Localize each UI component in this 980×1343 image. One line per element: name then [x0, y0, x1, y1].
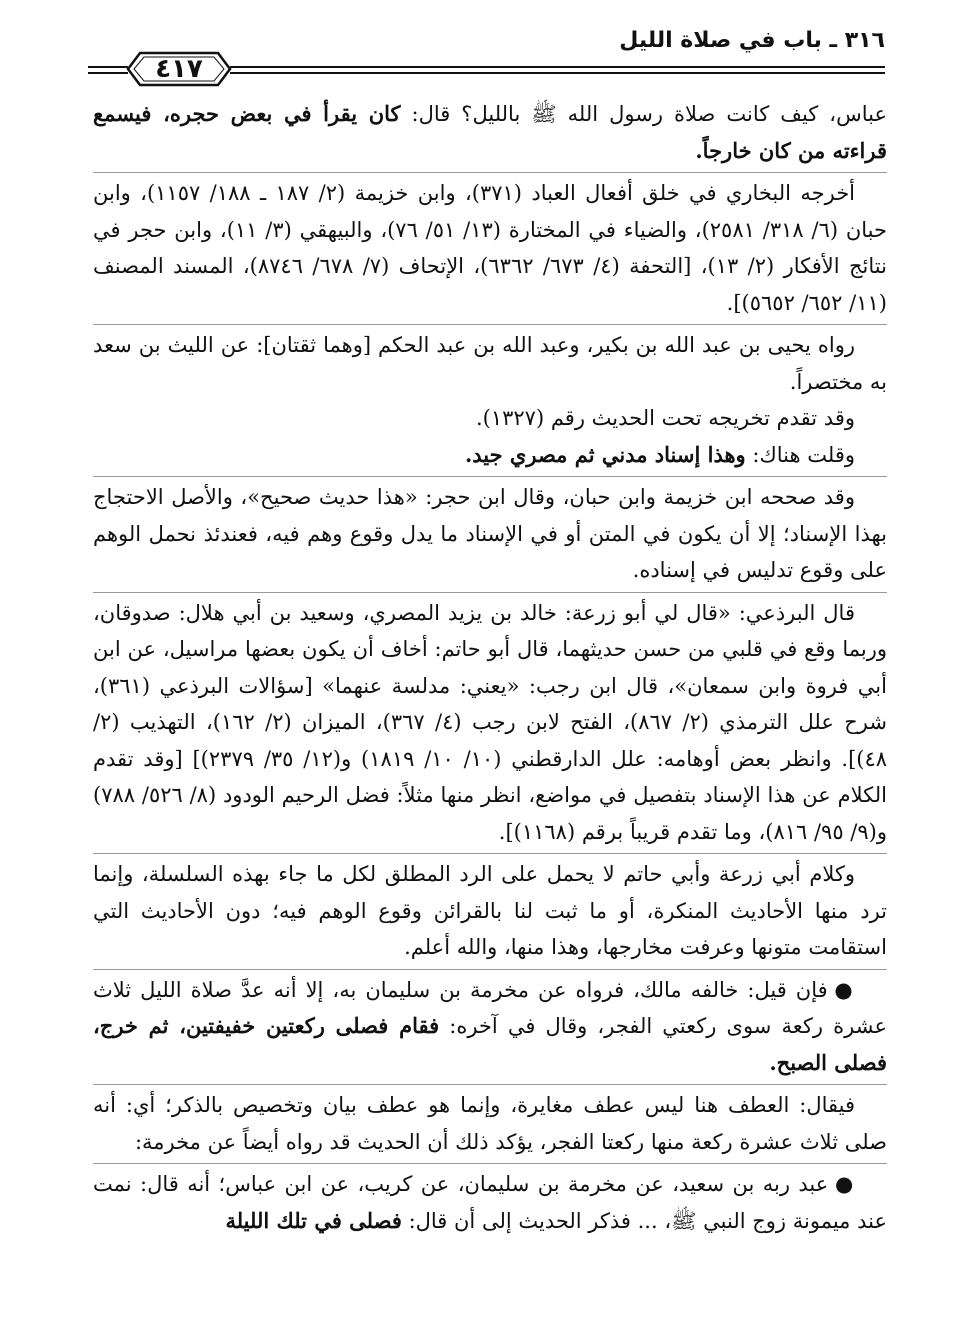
hadith-text-bold: فقام فصلى ركعتين خفيفتين، ثم خرج، فصلى الصبح. [93, 1013, 887, 1075]
bullet-icon: ● [834, 977, 856, 1002]
page-number: ٤١٧ [155, 54, 203, 84]
divider [93, 172, 887, 173]
paragraph: قال البرذعي: «قال لي أبو زرعة: خالد بن يزيد المصري، وسعيد بن أبي هلال: صدوقان، وربما وقع في قلبي من حسن حديثهما، قال أبو حاتم: أخاف أن يكون بعضها مراسيل، عن ابن أبي فروة وابن سمعان»، قال ابن رجب: «يعني: مدلسة عنهما» [سؤالات البرذعي (٣٦١)، شرح علل الترمذي (٢/ ٨٦٧)، الفتح لابن رجب (٤/ ٣٦٧)، الميزان (٢/ ١٦٢)، التهذيب (٢/ ٤٨)]. وانظر بعض أوهامه: علل الدارقطني (١٠/ ١٠/ ١٨١٩) و(١٢/ ٣٥/ ٢٣٧٩)] [وقد تقدم الكلام عن هذا الإسناد بتفصيل في مواضع، انظر منها مثلاً: فضل الرحيم الودود (٨/ ٥٢٦/ ٧٨٨) و(٩/ ٩٥/ ٨١٦)، وما تقدم قريباً برقم (١١٦٨)]. [93, 600, 887, 844]
hadith-text-bold: كان يقرأ في بعض حجره، فيسمع قراءته من كان خارجاً. [93, 101, 887, 163]
header-rule [230, 72, 885, 74]
bullet-icon: ● [834, 1172, 855, 1196]
page-body [93, 96, 887, 1331]
paragraph [93, 96, 887, 169]
divider [93, 1084, 887, 1085]
divider [93, 853, 887, 854]
divider [93, 476, 887, 477]
divider [93, 1163, 887, 1164]
divider [93, 969, 887, 970]
header-rule [230, 66, 885, 68]
paragraph: فيقال: العطف هنا ليس عطف مغايرة، وإنما هو عطف بيان وتخصيص بالذكر؛ أي: أنه صلى ثلاث عشرة ركعة منها ركعتا الفجر، يؤكد ذلك أن الحديث قد رواه أيضاً عن مخرمة: [93, 1093, 887, 1154]
paragraph: وقد صححه ابن خزيمة وابن حبان، وقال ابن حجر: «هذا حديث صحيح»، والأصل الاحتجاج بهذا الإسناد؛ إلا أن يكون في المتن أو في الإسناد ما يدل وقوع وهم فيه، فعندئذ نحمل الوهم على وقوع تدليس في إسناده. [93, 485, 887, 582]
paragraph-text: عبد ربه بن سعيد، عن مخرمة بن سليمان، عن كريب، عن ابن عباس؛ أنه قال: نمت عند ميمونة زوج النبي ﷺ، ... فذكر الحديث إلى أن قال: [93, 1172, 887, 1233]
hadith-text-bold: وهذا إسناد مدني ثم مصري جيد. [464, 441, 746, 467]
paragraph: أخرجه البخاري في خلق أفعال العباد (٣٧١)، وابن خزيمة (٢/ ١٨٧ ـ ١٨٨/ ١١٥٧)، وابن حبان (٦/ ٣١٨/ ٢٥٨١)، والضياء في المختارة (١٣/ ٥١/ ٧٦)، والبيهقي (٣/ ١١)، وابن حجر في نتائج الأفكار (٢/ ١٣)، [التحفة (٤/ ٦٧٣/ ٦٣٦٢)، الإتحاف (٧/ ٦٧٨/ ٨٧٤٦)، المسند المصنف (١١/ ٦٥٢/ ٥٦٥٢)]. [93, 181, 887, 315]
header-rule [88, 72, 128, 74]
paragraph-text: وقلت هناك: [745, 442, 855, 467]
paragraph: وقد تقدم تخريجه تحت الحديث رقم (١٣٢٧). [475, 406, 855, 430]
page-number-ornament [126, 50, 232, 88]
divider [93, 324, 887, 325]
paragraph [93, 1166, 887, 1239]
paragraph: رواه يحيى بن عبد الله بن بكير، وعبد الله بن عبد الحكم [وهما ثقتان]: عن الليث بن سعد به مختصراً. [93, 333, 887, 394]
paragraph [93, 437, 887, 474]
header-rule [88, 66, 128, 68]
hadith-text-bold: فصلى في تلك الليلة [225, 1207, 402, 1233]
paragraph: وكلام أبي زرعة وأبي حاتم لا يحمل على الرد المطلق لكل ما جاء بهذه السلسلة، وإنما ترد منها الأحاديث المنكرة، أو ما ثبت لنا بالقرائن وقوع الوهم فيه؛ دون الأحاديث التي استقامت متونها وعرفت مخارجها، وهذا منها، والله أعلم. [93, 862, 887, 959]
page-header [88, 22, 885, 82]
paragraph-text: عباس، كيف كانت صلاة رسول الله ﷺ بالليل؟ قال: [400, 102, 887, 126]
divider [93, 592, 887, 593]
paragraph-text: فإن قيل: خالفه مالك، فرواه عن مخرمة بن سليمان به، إلا أنه عدَّ صلاة الليل ثلاث عشرة ركعة سوى ركعتي الفجر، وقال في آخره: [93, 977, 887, 1038]
running-title: ٣١٦ ـ باب في صلاة الليل [619, 28, 885, 53]
paragraph [93, 972, 887, 1082]
